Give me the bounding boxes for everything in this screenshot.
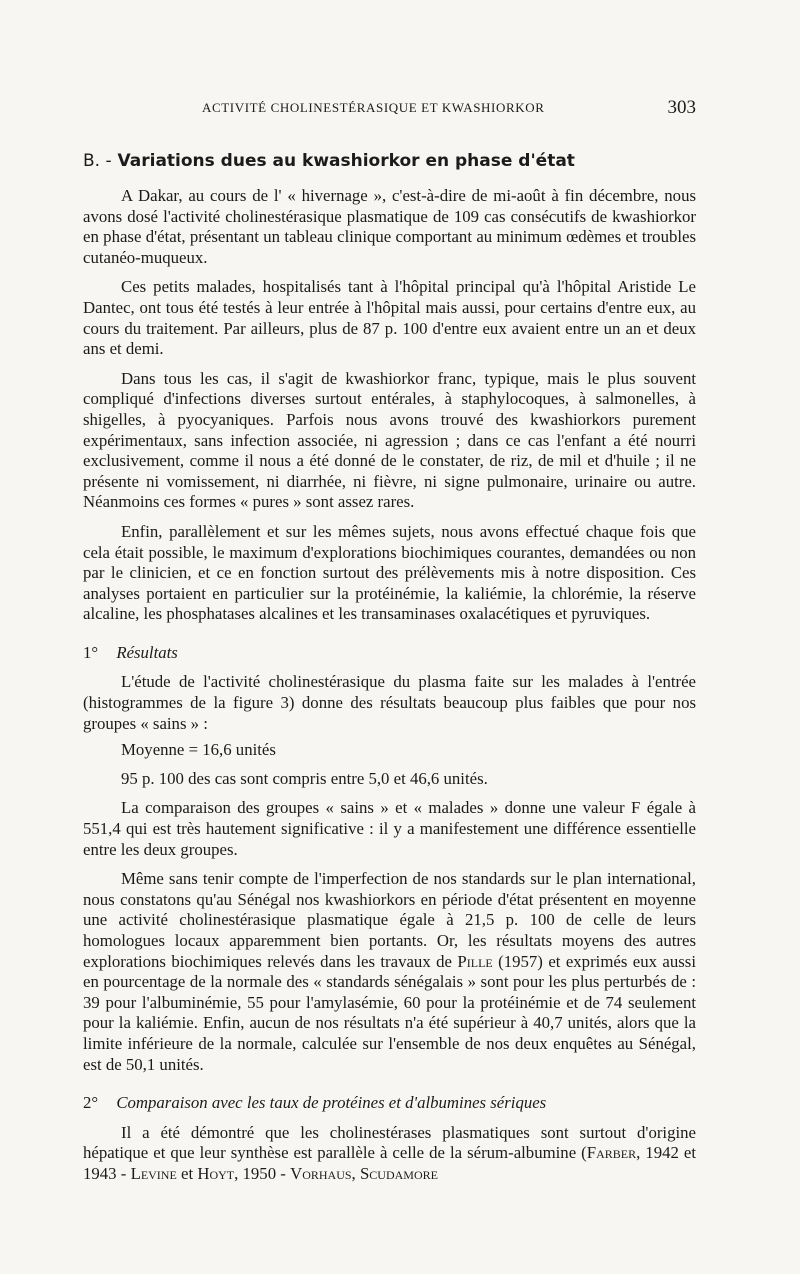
subsection-title: Résultats bbox=[116, 642, 178, 662]
author-name: Vorhaus bbox=[290, 1163, 352, 1183]
section-title: Variations dues au kwashiorkor en phase d'état bbox=[117, 151, 575, 171]
subsection-heading-2 bbox=[83, 1093, 696, 1114]
mean-formula: Moyenne = 16,6 unités bbox=[121, 740, 276, 760]
author-name: Farber bbox=[586, 1143, 637, 1163]
subsection-number: 2° bbox=[83, 1093, 99, 1113]
paragraph-8-text-d: , 1950 - bbox=[234, 1163, 286, 1183]
section-heading-b bbox=[83, 150, 696, 172]
paragraph-5: L'étude de l'activité cholinestérasique du plasma faite sur les malades à l'entrée (histogrammes de la figure 3) donne des résultats beaucoup plus faibles que pour nos groupes « sains » : bbox=[83, 672, 696, 733]
subsection-title: Comparaison avec les taux de protéines et d'albumines sériques bbox=[116, 1093, 547, 1113]
paragraph-4: Enfin, parallèlement et sur les mêmes sujets, nous avons effectué chaque fois que cela était possible, le maximum d'explorations biochimiques courantes, demandées ou non par le clinicien, et ce en fonction surtout des prélèvements mis à notre disposition. Ces analyses portaient en particulier sur la protéinémie, la kaliémie, la chlorémie, la réserve alcaline, les phosphatases alcalines et les transaminases oxalacétiques et pyruviques. bbox=[83, 521, 696, 624]
author-name: Pille bbox=[457, 951, 493, 971]
paragraph-6: La comparaison des groupes « sains » et « malades » donne une valeur F égale à 551,4 qui est très hautement significative : il y a manifestement une différence essentielle entre les deux groupes. bbox=[83, 798, 696, 859]
subsection-heading-1 bbox=[83, 643, 696, 664]
subsection-number: 1° bbox=[83, 642, 99, 662]
paragraph-7 bbox=[83, 869, 696, 1075]
paragraph-7-text-b: (1957) et exprimés eux aussi en pourcentage de la normale des « standards sénégalais » sont pour les plus perturbés de : 39 pour l'albuminémie, 55 pour l'amylasémie, 60 pour la protéinémie et de 74 seulement pour la kaliémie. Enfin, aucun de nos résultats n'a été supérieur à 40,7 unités, alors que la limite inférieure de la normale, calculée sur l'ensemble de nos deux enquêtes au Sénégal, est de 50,1 unités. bbox=[83, 951, 696, 1074]
paragraph-7-text-a: Même sans tenir compte de l'imperfection de nos standards sur le plan international, nous constatons qu'au Sénégal nos kwashiorkors en période d'état présentent en moyenne une activité cholinestérasique plasmatique égale à 21,5 p. 100 de celle de leurs homologues locaux apparemment bien portants. Or, les résultats moyens des autres explorations biochimiques relevés dans les travaux de bbox=[83, 869, 696, 971]
paragraph-8-text-b: , 1942 et 1943 - bbox=[83, 1143, 696, 1183]
paragraph-3: Dans tous les cas, il s'agit de kwashiorkor franc, typique, mais le plus souvent compliqué d'infections diverses surtout entérales, à staphylocoques, à salmonelles, à shigelles, à pyocyaniques. Parfois nous avons trouvé des kwashiorkors purement expérimentaux, sans infection associée, ni agression ; dans ce cas l'enfant a été nourri exclusivement, comme il nous a été donné de le constater, de riz, de mil et d'huile ; il ne présente ni vomissement, ni diarrhée, ni fièvre, ni signe pulmonaire, urinaire ou autre. Néanmoins ces formes « pures » sont assez rares. bbox=[83, 368, 696, 512]
page-number: 303 bbox=[667, 97, 696, 118]
running-title: ACTIVITÉ CHOLINESTÉRASIQUE ET KWASHIORKOR bbox=[202, 100, 545, 115]
body-text bbox=[83, 150, 696, 1185]
range-formula: 95 p. 100 des cas sont compris entre 5,0 et 46,6 unités. bbox=[121, 768, 488, 788]
paragraph-8-text-e: , bbox=[351, 1163, 356, 1183]
paragraph-8 bbox=[83, 1123, 696, 1185]
section-letter: B. - bbox=[83, 151, 112, 171]
paragraph-8-text-c: et bbox=[181, 1163, 194, 1183]
author-name: Scudamore bbox=[359, 1163, 438, 1183]
paragraph-1: A Dakar, au cours de l' « hivernage », c'est-à-dire de mi-août à fin décembre, nous avons dosé l'activité cholinestérasique plasmatique de 109 cas consécutifs de kwashiorkor en phase d'état, présentant un tableau clinique comportant au minimum œdèmes et troubles cutanéo-muqueux. bbox=[83, 186, 696, 267]
author-name: Hoyt bbox=[197, 1163, 235, 1183]
paragraph-2: Ces petits malades, hospitalisés tant à l'hôpital principal qu'à l'hôpital Aristide Le Dantec, ont tous été testés à leur entrée à l'hôpital mais aussi, pour certains d'entre eux, au cours du traitement. Par ailleurs, plus de 87 p. 100 d'entre eux avaient entre un an et deux ans et demi. bbox=[83, 277, 696, 359]
author-name: Levine bbox=[130, 1163, 177, 1183]
paragraph-8-text-a: Il a été démontré que les cholinestérases plasmatiques sont surtout d'origine hépatique et que leur synthèse est parallèle à celle de la sérum-albumine ( bbox=[83, 1122, 696, 1163]
